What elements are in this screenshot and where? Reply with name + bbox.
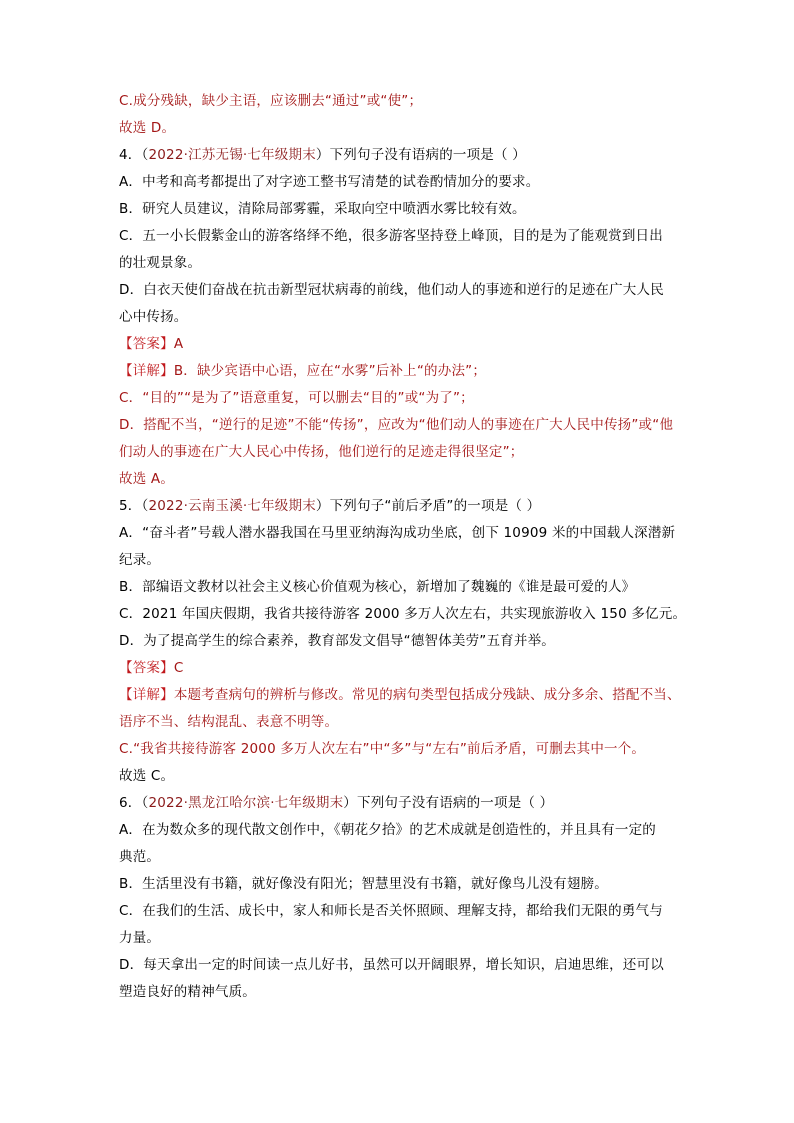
explanation-line: C．“目的”“是为了”语意重复，可以删去“目的”或“为了”； <box>119 390 474 406</box>
explanation-text: 本题考查病句的辨析与修改。常见的病句类型包括成分残缺、成分多余、搭配不当、 <box>173 687 681 703</box>
explanation-line <box>119 682 679 709</box>
option-c: C．2021 年国庆假期，我省共接待游客 2000 多万人次左右，共实现旅游收入 150 多亿元。 <box>119 606 687 622</box>
question-source: 2022·云南玉溪·七年级期末 <box>148 498 316 514</box>
explanation-line: C.成分残缺，缺少主语，应该删去“通过”或“使”； <box>119 93 423 109</box>
explanation-line: C.“我省共接待游客 2000 多万人次左右”中“多”与“左右”前后矛盾，可删去其中一个。 <box>119 741 646 757</box>
option-a-cont: 典范。 <box>119 849 161 865</box>
option-c: C．五一小长假紫金山的游客络绎不绝，很多游客坚持登上峰顶，目的是为了能观赏到日出 <box>119 228 663 244</box>
question-prompt: ）下列句子“前后矛盾”的一项是（ ） <box>315 498 541 514</box>
option-a: A．在为数众多的现代散文创作中，《朝花夕拾》的艺术成就是创造性的，并且具有一定的 <box>119 822 656 838</box>
answer-value: A <box>173 336 184 352</box>
option-c: C．在我们的生活、成长中，家人和师长是否关怀照顾、理解支持，都给我们无限的勇气与 <box>119 903 663 919</box>
question-source: 2022·江苏无锡·七年级期末 <box>148 147 316 163</box>
question-number: 4．（ <box>119 147 149 163</box>
option-d: D．白衣天使们奋战在抗击新型冠状病毒的前线，他们动人的事迹和逆行的足迹在广大人民 <box>119 282 664 298</box>
explanation-line <box>119 358 679 385</box>
explanation-tag: 【详解】 <box>119 363 174 379</box>
answer-tag: 【答案】 <box>119 660 174 676</box>
option-b: B．部编语文教材以社会主义核心价值观为核心，新增加了魏巍的《谁是最可爱的人》 <box>119 579 636 595</box>
question-6-stem <box>119 790 679 817</box>
conclusion-line: 故选 C。 <box>119 768 175 784</box>
option-d: D．每天拿出一定的时间读一点儿好书，虽然可以开阔眼界，增长知识，启迪思维，还可以 <box>119 957 664 973</box>
option-c-cont: 的壮观景象。 <box>119 255 202 271</box>
answer-line <box>119 331 679 358</box>
option-c-cont: 力量。 <box>119 930 161 946</box>
option-b: B．生活里没有书籍，就好像没有阳光；智慧里没有书籍，就好像鸟儿没有翅膀。 <box>119 876 608 892</box>
explanation-line: 们动人的事迹在广大人民心中传扬，他们逆行的足迹走得很坚定”； <box>119 444 524 460</box>
option-d-cont: 塑造良好的精神气质。 <box>119 984 256 1000</box>
conclusion-line: 故选 D。 <box>119 120 176 136</box>
option-d-cont: 心中传扬。 <box>119 309 188 325</box>
option-a-cont: 纪录。 <box>119 552 161 568</box>
explanation-text: B．缺少宾语中心语，应在“水雾”后补上“的办法”； <box>173 363 487 379</box>
explanation-line: D．搭配不当，“逆行的足迹”不能“传扬”，应改为“他们动人的事迹在广大人民中传扬”或“他 <box>119 417 674 433</box>
question-prompt: ）下列句子没有语病的一项是（ ） <box>315 147 526 163</box>
option-a: A．中考和高考都提出了对字迹工整书写清楚的试卷酌情加分的要求。 <box>119 174 540 190</box>
question-4-stem <box>119 142 679 169</box>
answer-line <box>119 655 679 682</box>
question-source: 2022·黑龙江哈尔滨·七年级期末 <box>148 795 344 811</box>
question-number: 6．（ <box>119 795 149 811</box>
question-prompt: ）下列句子没有语病的一项是（ ） <box>343 795 554 811</box>
question-5-stem <box>119 493 679 520</box>
option-d: D．为了提高学生的综合素养，教育部发文倡导“德智体美劳”五育并举。 <box>119 633 555 649</box>
option-a: A．“奋斗者”号载人潜水器我国在马里亚纳海沟成功坐底，创下 10909 米的中国载人深潜新 <box>119 525 676 541</box>
question-number: 5．（ <box>119 498 149 514</box>
explanation-tag: 【详解】 <box>119 687 174 703</box>
conclusion-line: 故选 A。 <box>119 471 175 487</box>
document-page <box>119 88 687 1006</box>
answer-value: C <box>173 660 184 676</box>
answer-tag: 【答案】 <box>119 336 174 352</box>
option-b: B．研究人员建议，清除局部雾霾，采取向空中喷洒水雾比较有效。 <box>119 201 526 217</box>
explanation-line: 语序不当、结构混乱、表意不明等。 <box>119 714 339 730</box>
